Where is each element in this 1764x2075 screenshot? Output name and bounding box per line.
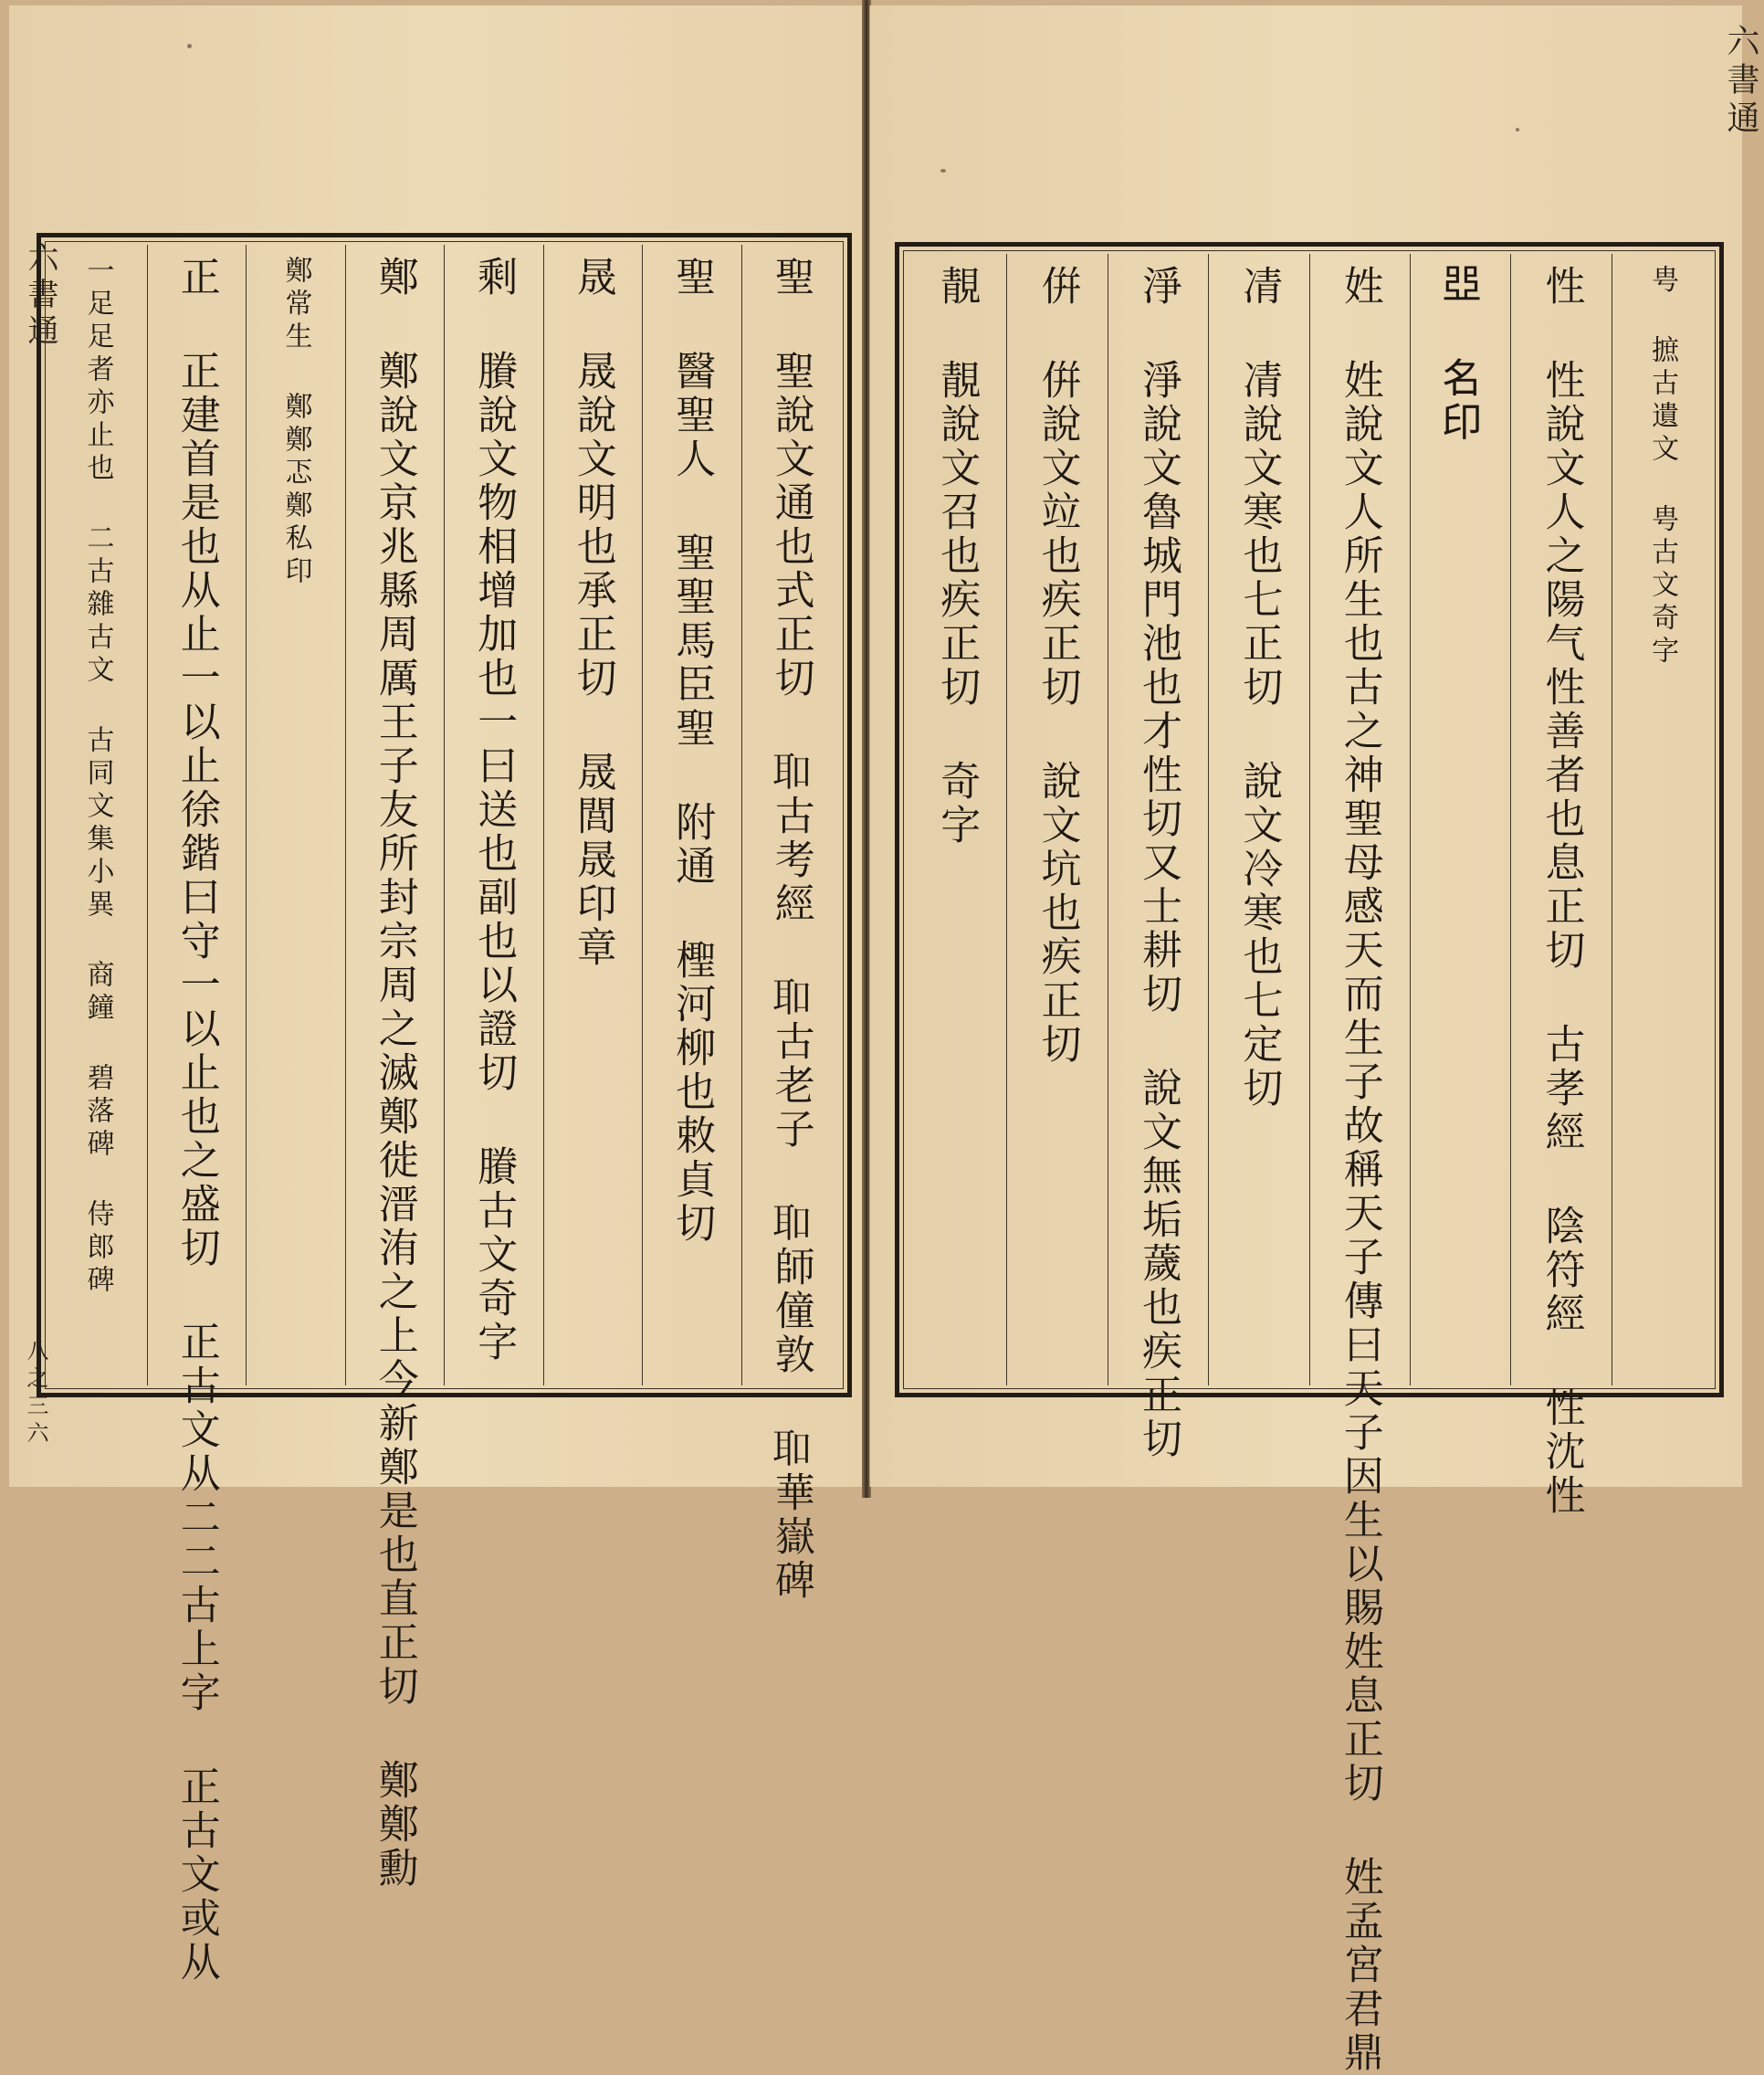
left-text-frame [37, 233, 852, 1985]
left-column-5-text: 鄭 鄭說文京兆縣周厲王子友所封宗周之滅鄭徙溍洧之上今新鄭是也直正切 鄭鄭勳 [371, 256, 418, 1891]
right-column-1 [1612, 254, 1712, 1385]
left-column-8-text: 一足足者亦止也 二古雜古文 古同文集小異 商鐘 碧落碑 侍郎碑 [81, 256, 114, 1298]
right-columns [907, 254, 1712, 2075]
left-column-1 [741, 245, 841, 1603]
right-column-1-text: 甹 摭古遺文 甹古文奇字 [1646, 265, 1679, 669]
left-folio-number: 八之三六 [23, 1339, 48, 1448]
left-column-6-text: 鄭常生 鄭鄭忑鄭私印 [279, 256, 312, 589]
right-column-8 [907, 254, 1006, 1385]
right-column-7 [1006, 254, 1107, 1385]
right-column-4-text: 姓 姓說文人所生也古之神聖母感天而生子故稱天子傳曰天子因生以賜姓息正切 姓孟宮君鼎 [1336, 265, 1383, 2075]
right-column-5 [1208, 254, 1308, 1385]
right-column-7-text: 倂 倂說文竝也疾正切 說文坑也疾正切 [1034, 265, 1081, 1067]
left-column-4 [444, 245, 543, 1385]
left-margin-title: 六書通 [22, 241, 58, 351]
right-column-2-text: 性 性說文人之陽气性善者也息正切 古孝經 陰符經 性沈性 [1538, 265, 1585, 1518]
paper-spot [187, 44, 192, 48]
left-column-3-text: 晟 晟說文明也承正切 晟閭晟印章 [569, 256, 616, 970]
left-column-5 [345, 245, 445, 1891]
left-column-2 [642, 245, 741, 1385]
paper-spot [940, 169, 946, 173]
right-column-6 [1108, 254, 1208, 1461]
right-column-6-text: 淨 淨說文魯城門池也才性切又士耕切 說文無垢薉也疾正切 [1134, 265, 1181, 1461]
left-column-3 [543, 245, 643, 1385]
right-column-4 [1309, 254, 1410, 2075]
left-columns [48, 245, 840, 1985]
left-column-8 [48, 245, 147, 1385]
right-margin-title: 六書通 [1722, 24, 1759, 139]
left-column-7 [147, 245, 247, 1985]
left-column-4-text: 剩 賸說文物相增加也一曰送也副也以證切 賸古文奇字 [470, 256, 518, 1364]
left-column-1-text: 聖 聖說文通也式正切 𦔻古考經 𦔻古老子 𦔻師僮敦 𦔻華嶽碑 [767, 256, 814, 1603]
left-column-2-text: 聖 醫聖人 聖聖馬臣聖 附通 檉河柳也敕貞切 [668, 256, 716, 1246]
right-column-3-text: 𠁁 名印 [1437, 265, 1485, 447]
right-column-8-text: 靚 靚說文召也疾正切 奇字 [933, 265, 981, 848]
left-column-7-text: 正 正建首是也从止一以止徐鍇曰守一以止也之盛切 正古文从二二古上字 正古文或从 [173, 256, 220, 1985]
paper-spot [1516, 128, 1519, 132]
left-column-6 [246, 245, 345, 1385]
right-column-3 [1410, 254, 1510, 1385]
right-text-frame [895, 242, 1724, 2075]
right-column-2 [1510, 254, 1611, 1518]
right-column-5-text: 凊 凊說文寒也七正切 說文冷寒也七定切 [1235, 265, 1283, 1111]
